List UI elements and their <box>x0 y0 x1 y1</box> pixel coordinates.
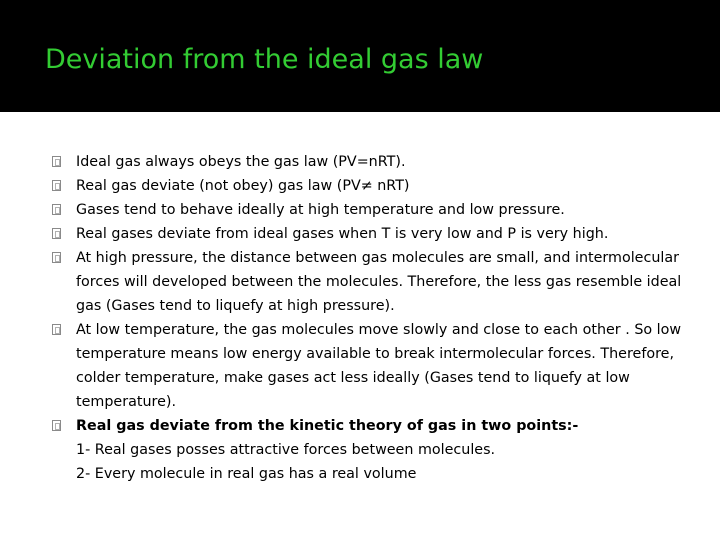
bullet-item <box>0 174 720 198</box>
bullet-text: At high pressure, the distance between gas molecules are small, and intermolecular forces will developed between the molecules. Therefore, the less gas resemble ideal gas (Gases tend to liquefy at high pressure). <box>76 250 682 314</box>
bullet-heading: Real gas deviate from the kinetic theory of gas in two points:- <box>76 418 579 434</box>
bullet-text: Ideal gas always obeys the gas law (PV=nRT). <box>76 154 406 170</box>
title-bar <box>0 0 720 112</box>
bullet-item-kinetic-theory <box>0 414 720 486</box>
bullet-list <box>0 150 720 486</box>
sub-point: 2- Every molecule in real gas has a real volume <box>76 466 417 482</box>
bullet-item <box>0 222 720 246</box>
bullet-box-icon <box>52 204 61 215</box>
bullet-text: Real gas deviate (not obey) gas law (PV≠ nRT) <box>76 178 410 194</box>
bullet-box-icon <box>52 252 61 263</box>
bullet-box-icon <box>52 180 61 191</box>
bullet-item <box>0 150 720 174</box>
slide-title: Deviation from the ideal gas law <box>45 44 484 75</box>
bullet-box-icon <box>52 156 61 167</box>
bullet-item <box>0 318 720 414</box>
sub-point: 1- Real gases posses attractive forces between molecules. <box>76 442 496 458</box>
bullet-box-icon <box>52 420 61 431</box>
bullet-item <box>0 246 720 318</box>
bullet-text: Gases tend to behave ideally at high temperature and low pressure. <box>76 202 565 218</box>
bullet-box-icon <box>52 324 61 335</box>
bullet-text: At low temperature, the gas molecules move slowly and close to each other . So low temperature means low energy available to break intermolecular forces. Therefore, colder temperature, make gases act less ideally (Gases tend to liquefy at low temperature). <box>76 322 682 410</box>
bullet-box-icon <box>52 228 61 239</box>
bullet-text: Real gases deviate from ideal gases when T is very low and P is very high. <box>76 226 609 242</box>
bullet-item <box>0 198 720 222</box>
